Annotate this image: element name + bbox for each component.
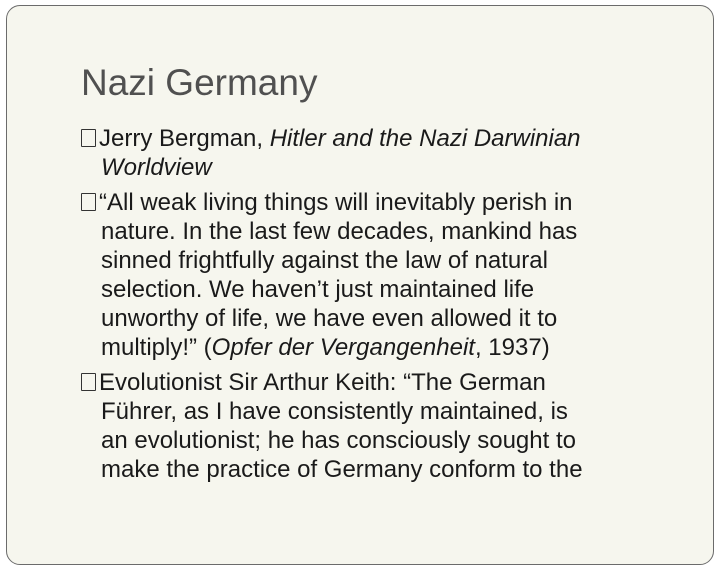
bullet-line [101, 246, 714, 275]
bullet-box-icon [81, 373, 96, 391]
bullet-line [101, 217, 714, 246]
text-run: nature. In the last few decades, mankind has [101, 218, 578, 245]
italic-text: Worldview [101, 154, 212, 181]
slide-title: Nazi Germany [81, 62, 318, 103]
bullet-item [7, 368, 714, 484]
bullet-box-icon [81, 193, 96, 211]
bullet-item [7, 124, 714, 182]
text-run: Jerry Bergman, [99, 125, 270, 152]
text-run: “All weak living things will inevitably perish in [99, 189, 573, 216]
text-run: multiply!” ( [101, 334, 212, 361]
bullet-line [101, 397, 714, 426]
bullet-line [101, 275, 714, 304]
italic-text: Opfer der Vergangenheit [211, 334, 475, 361]
bullet-line [99, 368, 714, 397]
text-run: make the practice of Germany conform to the [101, 456, 583, 483]
text-run: Führer, as I have consistently maintained, is [101, 398, 568, 425]
bullet-line [99, 124, 714, 153]
bullet-line [101, 455, 714, 484]
bullet-item [7, 188, 714, 362]
text-run: , 1937) [474, 334, 550, 361]
bullet-line [101, 426, 714, 455]
bullet-line [101, 333, 714, 362]
text-run: an evolutionist; he has consciously sought to [101, 427, 576, 454]
slide-body [7, 124, 714, 484]
bullet-line [101, 153, 714, 182]
slide [6, 5, 714, 565]
bullet-line [101, 304, 714, 333]
text-run: selection. We haven’t just maintained life [101, 276, 535, 303]
text-run: unworthy of life, we have even allowed it to [101, 305, 558, 332]
bullet-line [99, 188, 714, 217]
text-run: Evolutionist Sir Arthur Keith: “The German [99, 369, 546, 396]
text-run: sinned frightfully against the law of natural [101, 247, 548, 274]
italic-text: Hitler and the Nazi Darwinian [269, 125, 581, 152]
bullet-box-icon [81, 129, 96, 147]
